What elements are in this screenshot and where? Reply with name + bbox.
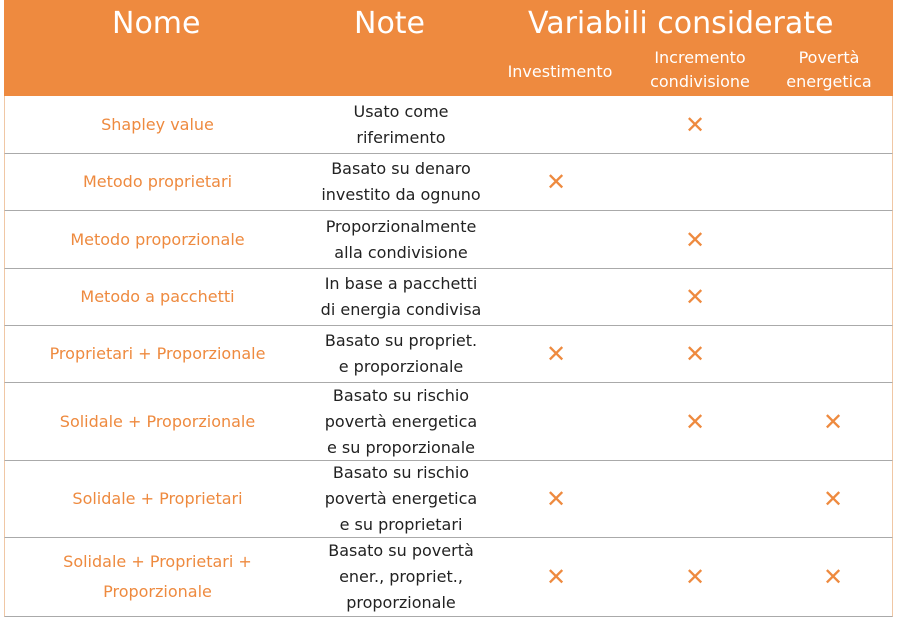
method-name-line: Metodo a pacchetti	[80, 287, 235, 306]
cell-incremento	[645, 538, 745, 616]
cross-icon: ✕	[822, 563, 844, 591]
subheader-investimento: Investimento	[507, 62, 613, 81]
method-note-line: investito da ognuno	[321, 185, 481, 204]
cross-icon: ✕	[545, 563, 567, 591]
cross-icon: ✕	[684, 340, 706, 368]
header-nome: Nome	[112, 6, 201, 41]
method-note-line: Basato su povertà	[328, 541, 474, 560]
method-note-line: povertà energetica	[324, 411, 478, 431]
cross-icon: ✕	[545, 485, 567, 513]
cell-incremento	[645, 269, 745, 325]
cell-incremento	[645, 326, 745, 382]
method-name-line: Solidale + Proprietari	[72, 489, 243, 508]
method-note-line: Basato su rischio	[332, 385, 470, 405]
cell-poverta	[783, 461, 883, 537]
method-note	[301, 383, 501, 460]
table-row	[4, 383, 893, 461]
method-note-line: e proporzionale	[338, 357, 464, 376]
method-note	[301, 269, 501, 325]
cross-icon: ✕	[822, 407, 844, 436]
method-note-line: proporzionale	[346, 593, 456, 612]
cell-investimento	[511, 538, 601, 616]
cross-icon: ✕	[684, 283, 706, 311]
method-name	[5, 269, 310, 325]
method-note-line: Basato su denaro	[331, 159, 471, 178]
method-name	[5, 154, 310, 210]
method-note	[301, 96, 501, 153]
table-body	[4, 96, 893, 617]
method-note-line: e su proporzionale	[326, 437, 476, 457]
cell-investimento	[511, 211, 601, 268]
method-note	[301, 211, 501, 268]
method-note-line: alla condivisione	[334, 242, 468, 262]
cell-poverta	[783, 269, 883, 325]
method-note-line: riferimento	[356, 127, 446, 147]
method-note	[301, 326, 501, 382]
subheader-incremento-line1: Incremento	[654, 48, 746, 67]
method-note-line: povertà energetica	[324, 489, 478, 508]
cell-poverta	[783, 383, 883, 460]
cell-investimento	[511, 461, 601, 537]
subheader-poverta-line1: Povertà	[798, 48, 860, 67]
cross-icon: ✕	[545, 340, 567, 368]
method-note-line: Basato su propriet.	[324, 331, 478, 350]
table-row	[4, 326, 893, 383]
table-row	[4, 154, 893, 211]
cell-poverta	[783, 538, 883, 616]
method-name-line: Proporzionale	[103, 582, 212, 601]
method-note	[301, 154, 501, 210]
cell-investimento	[511, 154, 601, 210]
method-note-line: ener., propriet.,	[339, 567, 463, 586]
method-note-line: di energia condivisa	[320, 300, 482, 319]
method-name-line: Metodo proporzionale	[70, 229, 245, 249]
method-name-line: Proprietari + Proporzionale	[49, 344, 266, 363]
method-name-line: Solidale + Proporzionale	[59, 411, 256, 431]
subheader-incremento	[640, 46, 760, 94]
method-name	[5, 211, 310, 268]
cell-incremento	[645, 383, 745, 460]
cell-incremento	[645, 461, 745, 537]
cell-incremento	[645, 96, 745, 153]
table-row	[4, 538, 893, 617]
cell-investimento	[511, 326, 601, 382]
table-header	[4, 0, 893, 96]
cell-incremento	[645, 154, 745, 210]
table-row	[4, 269, 893, 326]
subheader-incremento-line2: condivisione	[650, 72, 750, 91]
method-name-line: Solidale + Proprietari +	[63, 552, 252, 571]
method-name	[5, 383, 310, 460]
cell-investimento	[511, 383, 601, 460]
method-name	[5, 461, 310, 537]
method-note-line: In base a pacchetti	[324, 274, 478, 293]
method-note-line: Usato come	[353, 101, 449, 121]
method-name	[5, 538, 310, 616]
method-note-line: Proporzionalmente	[325, 216, 477, 236]
cell-poverta	[783, 211, 883, 268]
method-note	[301, 461, 501, 537]
method-name-line: Metodo proprietari	[82, 172, 233, 191]
cell-poverta	[783, 154, 883, 210]
method-name-line: Shapley value	[101, 114, 214, 134]
method-note-line: e su proprietari	[339, 515, 463, 534]
cross-icon: ✕	[684, 225, 706, 254]
method-note	[301, 538, 501, 616]
header-variabili: Variabili considerate	[528, 6, 834, 41]
method-name	[5, 326, 310, 382]
method-name	[5, 96, 310, 153]
subheader-poverta	[779, 46, 879, 94]
cross-icon: ✕	[545, 168, 567, 196]
table-row	[4, 461, 893, 538]
cell-investimento	[511, 269, 601, 325]
cell-poverta	[783, 96, 883, 153]
cell-investimento	[511, 96, 601, 153]
table-row	[4, 211, 893, 269]
cross-icon: ✕	[822, 485, 844, 513]
cross-icon: ✕	[684, 407, 706, 436]
cross-icon: ✕	[684, 110, 706, 139]
table-row	[4, 96, 893, 154]
header-note: Note	[354, 6, 426, 41]
method-note-line: Basato su rischio	[332, 463, 470, 482]
cross-icon: ✕	[684, 563, 706, 591]
subheader-poverta-line2: energetica	[786, 72, 872, 91]
cell-incremento	[645, 211, 745, 268]
cell-poverta	[783, 326, 883, 382]
